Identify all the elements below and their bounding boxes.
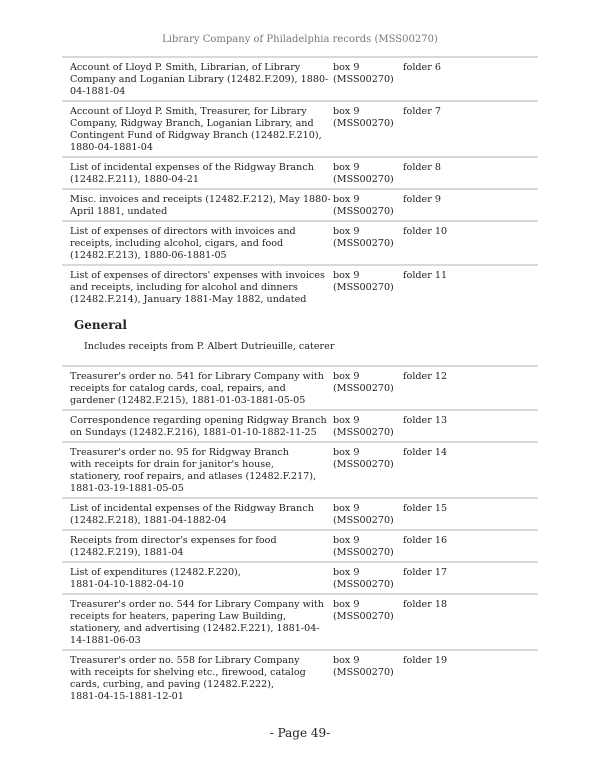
item-description: Treasurer's order no. 544 for Library Company with receipts for heaters, papering Law Building, stationery, and advertising (12482.F.221), 1881-04-14-1881-06-03	[70, 599, 324, 646]
box-location	[333, 503, 403, 527]
item-description: List of expenses of directors with invoices and receipts, including alcohol, cigars, and food (12482.F.213), 1880-06-1881-05	[70, 226, 296, 261]
container-list	[62, 56, 538, 705]
box-number: box 9	[333, 415, 360, 426]
folder-number: folder 19	[403, 655, 448, 666]
box-number: box 9	[333, 226, 360, 237]
item-description: Account of Lloyd P. Smith, Treasurer, for Library Company, Ridgway Branch, Loganian Library, and Contingent Fund of Ridgway Branch (12482.F.210), 1880-04-1881-04	[70, 106, 322, 153]
table-row	[62, 365, 538, 409]
table-row	[62, 409, 538, 441]
item-description: List of expenditures (12482.F.220), 1881-04-10-1882-04-10	[70, 567, 241, 590]
box-number: box 9	[333, 503, 360, 514]
box-number: box 9	[333, 535, 360, 546]
folder-number: folder 16	[403, 535, 448, 546]
table-row	[62, 220, 538, 264]
box-number: box 9	[333, 371, 360, 382]
box-location	[333, 371, 403, 407]
table-row	[62, 529, 538, 561]
box-location	[333, 106, 403, 154]
item-description: Account of Lloyd P. Smith, Librarian, of Library Company and Loganian Library (12482.F.209), 1880-04-1881-04	[70, 62, 329, 97]
folder-number: folder 8	[403, 162, 441, 173]
box-collection-id: (MSS00270)	[333, 515, 394, 526]
box-collection-id: (MSS00270)	[333, 579, 394, 590]
item-description: List of incidental expenses of the Ridgway Branch (12482.F.211), 1880-04-21	[70, 162, 314, 185]
folder-number: folder 11	[403, 270, 448, 281]
table-row	[62, 264, 538, 308]
box-collection-id: (MSS00270)	[333, 118, 394, 129]
box-collection-id: (MSS00270)	[333, 611, 394, 622]
box-location	[333, 62, 403, 98]
box-location	[333, 655, 403, 703]
page-number: - Page 49-	[269, 726, 331, 740]
box-location	[333, 567, 403, 591]
box-collection-id: (MSS00270)	[333, 74, 394, 85]
folder-number: folder 12	[403, 371, 448, 382]
folder-number: folder 13	[403, 415, 448, 426]
box-number: box 9	[333, 655, 360, 666]
box-collection-id: (MSS00270)	[333, 427, 394, 438]
folder-number: folder 7	[403, 106, 441, 117]
item-description: Treasurer's order no. 95 for Ridgway Branch with receipts for drain for janitor's house, stationery, roof repairs, and atlases (12482.F.217), 1881-03-19-1881-05-05	[70, 447, 317, 494]
table-row	[62, 56, 538, 100]
box-number: box 9	[333, 162, 360, 173]
item-group-2	[62, 365, 538, 705]
box-number: box 9	[333, 447, 360, 458]
item-description: Correspondence regarding opening Ridgway Branch on Sundays (12482.F.216), 1881-01-10-1882-11-25	[70, 415, 327, 438]
box-collection-id: (MSS00270)	[333, 667, 394, 678]
box-collection-id: (MSS00270)	[333, 206, 394, 217]
table-row	[62, 497, 538, 529]
box-number: box 9	[333, 599, 360, 610]
table-row	[62, 100, 538, 156]
section-heading-general: General	[74, 318, 127, 332]
folder-number: folder 15	[403, 503, 448, 514]
table-row	[62, 649, 538, 705]
folder-number: folder 18	[403, 599, 448, 610]
table-row	[62, 561, 538, 593]
box-collection-id: (MSS00270)	[333, 282, 394, 293]
item-description: List of incidental expenses of the Ridgway Branch (12482.F.218), 1881-04-1882-04	[70, 503, 314, 526]
item-description: Receipts from director's expenses for food (12482.F.219), 1881-04	[70, 535, 277, 558]
item-description: Treasurer's order no. 541 for Library Company with receipts for catalog cards, coal, repairs, and gardener (12482.F.215), 1881-01-03-1881-05-05	[70, 371, 324, 406]
table-row	[62, 188, 538, 220]
box-collection-id: (MSS00270)	[333, 238, 394, 249]
box-location	[333, 415, 403, 439]
section-note: Includes receipts from P. Albert Dutrieuille, caterer	[84, 341, 335, 352]
box-location	[333, 599, 403, 647]
folder-number: folder 14	[403, 447, 448, 458]
table-row	[62, 441, 538, 497]
folder-number: folder 17	[403, 567, 448, 578]
box-location	[333, 194, 403, 218]
item-description: Treasurer's order no. 558 for Library Company with receipts for shelving etc., firewood, catalog cards, curbing, and paving (12482.F.222), 1881-04-15-1881-12-01	[70, 655, 306, 702]
box-number: box 9	[333, 567, 360, 578]
item-description: Misc. invoices and receipts (12482.F.212), May 1880-April 1881, undated	[70, 194, 331, 217]
box-number: box 9	[333, 270, 360, 281]
box-number: box 9	[333, 194, 360, 205]
box-collection-id: (MSS00270)	[333, 383, 394, 394]
folder-number: folder 10	[403, 226, 448, 237]
table-row	[62, 156, 538, 188]
table-row	[62, 593, 538, 649]
box-location	[333, 270, 403, 306]
box-collection-id: (MSS00270)	[333, 174, 394, 185]
folder-number: folder 6	[403, 62, 441, 73]
box-number: box 9	[333, 106, 360, 117]
box-collection-id: (MSS00270)	[333, 459, 394, 470]
box-location	[333, 535, 403, 559]
item-group-1	[62, 56, 538, 308]
folder-number: folder 9	[403, 194, 441, 205]
box-location	[333, 162, 403, 186]
box-location	[333, 447, 403, 495]
item-description: List of expenses of directors' expenses with invoices and receipts, including for alcohol and dinners (12482.F.214), January 1881-May 1882, undated	[70, 270, 325, 305]
running-header: Library Company of Philadelphia records (MSS00270)	[162, 34, 438, 45]
box-number: box 9	[333, 62, 360, 73]
box-collection-id: (MSS00270)	[333, 547, 394, 558]
box-location	[333, 226, 403, 262]
